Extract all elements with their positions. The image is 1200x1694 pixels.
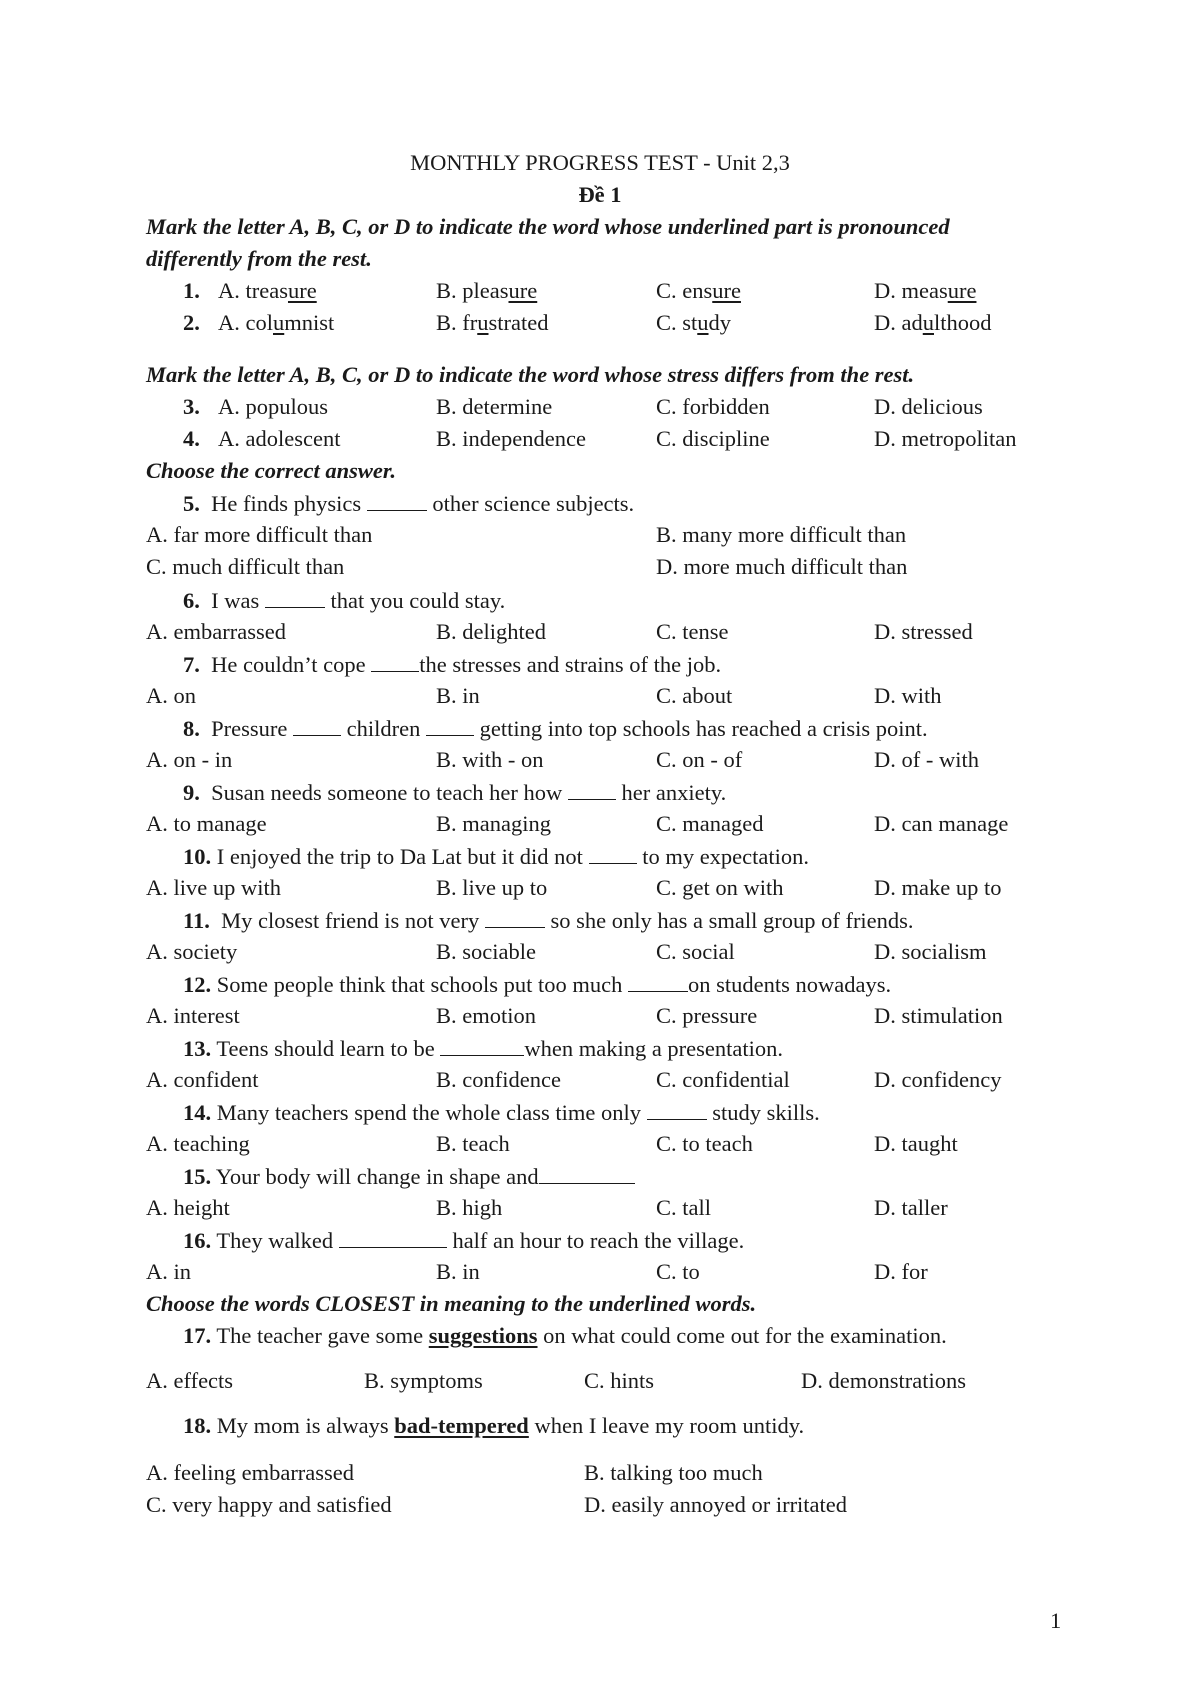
question-text: other science subjects.	[432, 491, 635, 516]
option-text: strated	[488, 310, 549, 335]
option-d: D. for	[874, 1259, 928, 1284]
section-instruction-closest-meaning: Choose the words CLOSEST in meaning to the underlined words.	[146, 1291, 757, 1316]
question-12-stem	[183, 973, 891, 997]
question-text: Susan needs someone to teach her how	[211, 780, 563, 805]
option-text: mnist	[284, 310, 335, 335]
option-c	[656, 312, 731, 335]
option-text: B. fr	[436, 310, 478, 335]
answer-blank	[371, 653, 419, 672]
option-d: D. stressed	[874, 619, 973, 644]
option-d: D. make up to	[874, 875, 1002, 900]
question-7-stem	[183, 653, 721, 677]
option-d	[874, 280, 976, 303]
option-a	[218, 280, 317, 303]
question-15-stem	[183, 1165, 635, 1189]
option-c: C. pressure	[656, 1003, 758, 1028]
question-number: 6.	[183, 588, 200, 613]
option-b: B. determine	[436, 394, 553, 419]
underlined-part: ure	[947, 278, 977, 303]
option-d: D. taller	[874, 1195, 948, 1220]
question-number: 4.	[183, 426, 200, 451]
option-c: C. forbidden	[656, 394, 770, 419]
option-b: B. delighted	[436, 619, 546, 644]
answer-blank	[293, 717, 341, 736]
question-text: My closest friend is not very	[221, 908, 480, 933]
question-number: 5.	[183, 491, 200, 516]
question-text: He couldn’t cope	[211, 652, 366, 677]
question-text: He finds physics	[211, 491, 362, 516]
underlined-part: u	[477, 310, 489, 335]
question-number: 13.	[183, 1036, 212, 1061]
option-text: A. col	[218, 310, 273, 335]
question-number: 7.	[183, 652, 200, 677]
option-c: C. tall	[656, 1195, 711, 1220]
answer-blank	[539, 1165, 635, 1184]
option-a: A. interest	[146, 1003, 240, 1028]
option-b: B. confidence	[436, 1067, 561, 1092]
option-d: D. more much difficult than	[656, 554, 908, 579]
option-a: A. adolescent	[218, 426, 341, 451]
option-b: B. talking too much	[584, 1460, 763, 1485]
option-text: C. st	[656, 310, 698, 335]
answer-blank	[647, 1101, 707, 1120]
option-b: B. emotion	[436, 1003, 536, 1028]
question-text: Pressure	[211, 716, 288, 741]
question-text: to my expectation.	[642, 844, 810, 869]
option-c: C. hints	[584, 1368, 655, 1393]
question-18-stem	[183, 1415, 804, 1438]
option-b	[436, 280, 537, 303]
underlined-keyword: bad-tempered	[394, 1413, 529, 1438]
question-number: 11.	[183, 908, 210, 933]
question-text: study skills.	[712, 1100, 820, 1125]
question-6-stem	[183, 589, 505, 613]
option-text: dy	[708, 310, 732, 335]
option-d: D. metropolitan	[874, 426, 1017, 451]
option-b: B. managing	[436, 811, 551, 836]
question-13-stem	[183, 1037, 783, 1061]
page-title: MONTHLY PROGRESS TEST - Unit 2,3	[410, 150, 790, 175]
option-c: C. about	[656, 683, 733, 708]
option-b: B. with - on	[436, 747, 544, 772]
option-d: D. delicious	[874, 394, 983, 419]
option-a: A. confident	[146, 1067, 259, 1092]
option-d: D. demonstrations	[801, 1368, 966, 1393]
section-instruction-pronunciation-cont: differently from the rest.	[146, 246, 372, 271]
option-text: C. ens	[656, 278, 713, 303]
question-14-stem	[183, 1101, 820, 1125]
option-c: C. confidential	[656, 1067, 790, 1092]
option-a: A. embarrassed	[146, 619, 286, 644]
option-c: C. social	[656, 939, 735, 964]
question-number: 16.	[183, 1228, 212, 1253]
option-text: lthood	[934, 310, 992, 335]
option-a: A. populous	[218, 394, 329, 419]
question-text: The teacher gave some	[216, 1323, 424, 1348]
question-text: when making a presentation.	[524, 1036, 784, 1061]
question-text: her anxiety.	[621, 780, 727, 805]
option-text: D. meas	[874, 278, 948, 303]
question-text: Your body will change in shape and	[215, 1164, 539, 1189]
option-c: C. to teach	[656, 1131, 753, 1156]
answer-blank	[265, 589, 325, 608]
option-d: D. easily annoyed or irritated	[584, 1492, 848, 1517]
answer-blank	[426, 717, 474, 736]
option-a: A. on - in	[146, 747, 233, 772]
option-a: A. height	[146, 1195, 230, 1220]
option-d: D. stimulation	[874, 1003, 1003, 1028]
question-number: 15.	[183, 1164, 212, 1189]
answer-blank	[485, 909, 545, 928]
option-a: A. to manage	[146, 811, 267, 836]
underlined-part: ure	[287, 278, 317, 303]
question-number: 2.	[183, 310, 200, 335]
question-16-stem	[183, 1229, 744, 1253]
option-d: D. confidency	[874, 1067, 1002, 1092]
question-number: 1.	[183, 278, 200, 303]
option-text: A. treas	[218, 278, 288, 303]
option-text: D. ad	[874, 310, 923, 335]
question-17-stem	[183, 1325, 947, 1348]
question-text: getting into top schools has reached a crisis point.	[479, 716, 928, 741]
option-d: D. taught	[874, 1131, 958, 1156]
question-number: 18.	[183, 1413, 212, 1438]
question-text: half an hour to reach the village.	[452, 1228, 745, 1253]
answer-blank	[589, 845, 637, 864]
option-a: A. live up with	[146, 875, 281, 900]
question-number: 10.	[183, 844, 212, 869]
option-a	[218, 312, 334, 335]
option-d: D. with	[874, 683, 942, 708]
underlined-part: u	[922, 310, 934, 335]
option-d	[874, 312, 992, 335]
option-b: B. symptoms	[364, 1368, 483, 1393]
question-text: on what could come out for the examination.	[543, 1323, 947, 1348]
question-number: 14.	[183, 1100, 212, 1125]
page-subtitle: Đề 1	[578, 182, 622, 207]
question-number: 17.	[183, 1323, 212, 1348]
option-b: B. in	[436, 683, 480, 708]
option-a: A. effects	[146, 1368, 234, 1393]
option-c: C. to	[656, 1259, 700, 1284]
option-c: C. get on with	[656, 875, 784, 900]
option-b: B. teach	[436, 1131, 510, 1156]
question-9-stem	[183, 781, 726, 805]
option-c: C. much difficult than	[146, 554, 345, 579]
option-c: C. on - of	[656, 747, 743, 772]
question-number: 3.	[183, 394, 200, 419]
question-8-stem	[183, 717, 928, 741]
question-text: children	[346, 716, 421, 741]
question-10-stem	[183, 845, 809, 869]
option-c	[656, 280, 741, 303]
option-text: B. pleas	[436, 278, 509, 303]
question-number: 8.	[183, 716, 200, 741]
underlined-part: ure	[508, 278, 538, 303]
question-text: on students nowadays.	[687, 972, 892, 997]
question-11-stem	[183, 909, 914, 933]
answer-blank	[628, 973, 688, 992]
question-text: Many teachers spend the whole class time only	[216, 1100, 642, 1125]
answer-blank	[440, 1037, 524, 1056]
option-c: C. discipline	[656, 426, 770, 451]
underlined-part: ure	[712, 278, 741, 303]
question-text: They walked	[216, 1228, 334, 1253]
section-instruction-stress: Mark the letter A, B, C, or D to indicate the word whose stress differs from the rest.	[146, 362, 915, 387]
underlined-keyword: suggestions	[428, 1323, 538, 1348]
section-instruction-pronunciation: Mark the letter A, B, C, or D to indicate the word whose underlined part is pronounced	[146, 214, 950, 239]
option-b: B. many more difficult than	[656, 522, 907, 547]
question-text: I was	[211, 588, 260, 613]
option-a: A. on	[146, 683, 196, 708]
answer-blank	[568, 781, 616, 800]
option-a: A. far more difficult than	[146, 522, 373, 547]
option-b: B. in	[436, 1259, 480, 1284]
page-number: 1	[1050, 1608, 1062, 1633]
option-b	[436, 312, 548, 335]
option-c: C. tense	[656, 619, 729, 644]
option-b: B. sociable	[436, 939, 536, 964]
option-c: C. managed	[656, 811, 764, 836]
option-d: D. of - with	[874, 747, 979, 772]
question-5-stem	[183, 492, 634, 516]
option-b: B. independence	[436, 426, 586, 451]
option-b: B. high	[436, 1195, 503, 1220]
question-text: so she only has a small group of friends.	[550, 908, 914, 933]
option-b: B. live up to	[436, 875, 548, 900]
question-text: the stresses and strains of the job.	[419, 652, 722, 677]
option-c: C. very happy and satisfied	[146, 1492, 392, 1517]
option-a: A. society	[146, 939, 238, 964]
question-text: My mom is always	[216, 1413, 389, 1438]
underlined-part: u	[697, 310, 709, 335]
answer-blank	[339, 1229, 447, 1248]
option-a: A. teaching	[146, 1131, 250, 1156]
option-d: D. can manage	[874, 811, 1009, 836]
answer-blank	[367, 492, 427, 511]
question-number: 12.	[183, 972, 212, 997]
option-a: A. in	[146, 1259, 191, 1284]
question-text: I enjoyed the trip to Da Lat but it did not	[216, 844, 583, 869]
underlined-part: u	[273, 310, 285, 335]
question-text: that you could stay.	[330, 588, 506, 613]
question-text: Some people think that schools put too much	[216, 972, 623, 997]
section-instruction-correct-answer: Choose the correct answer.	[146, 458, 397, 483]
question-number: 9.	[183, 780, 200, 805]
option-a: A. feeling embarrassed	[146, 1460, 355, 1485]
question-text: Teens should learn to be	[216, 1036, 435, 1061]
option-d: D. socialism	[874, 939, 987, 964]
question-text: when I leave my room untidy.	[534, 1413, 805, 1438]
